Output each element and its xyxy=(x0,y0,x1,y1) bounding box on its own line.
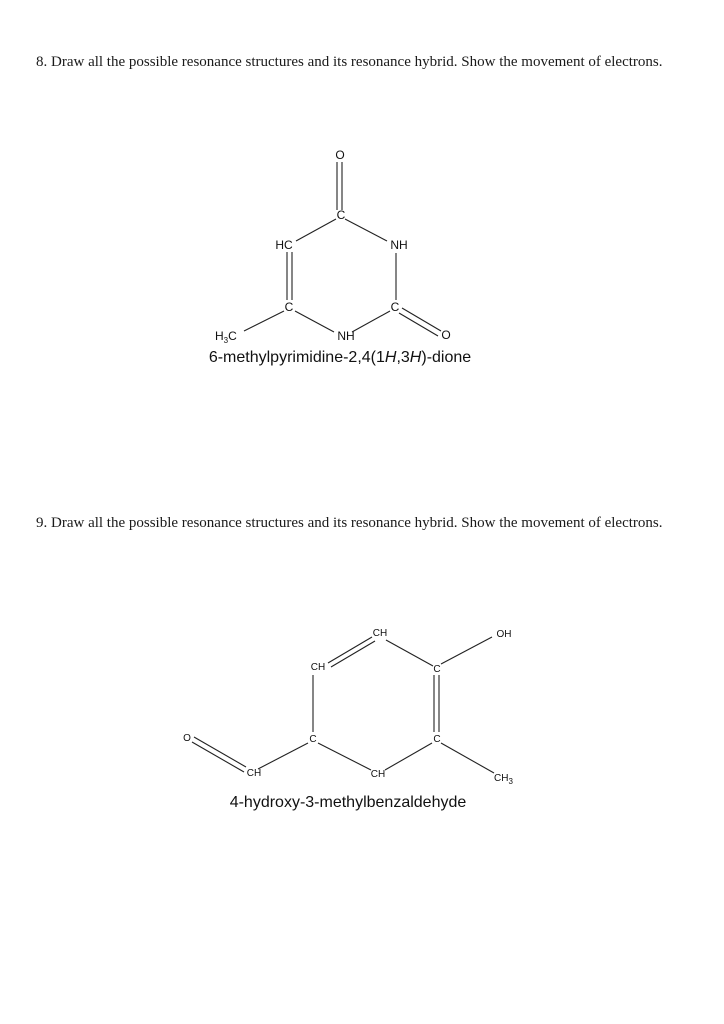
mol1-methyl-c: C xyxy=(228,329,237,343)
mol1-methyl-h: H xyxy=(215,329,224,343)
mol2-methyl-subscript: 3 xyxy=(508,777,513,786)
question-8-number: 8. xyxy=(36,54,48,70)
mol2-ch-top: CH xyxy=(372,628,388,639)
mol1-name-part-1: 6-methylpyrimidine-2,4(1 xyxy=(208,349,385,366)
molecule-1-bonds xyxy=(244,162,441,336)
question-9 xyxy=(36,513,676,534)
mol2-methyl xyxy=(494,773,513,786)
mol2-oh: OH xyxy=(496,629,512,640)
mol1-carbon-4: C xyxy=(336,208,346,222)
mol2-ch-left: CH xyxy=(310,662,326,673)
mol1-methyl-label xyxy=(215,329,237,345)
question-9-text: Draw all the possible resonance structures and its resonance hybrid. Show the movement of electrons. xyxy=(51,515,663,531)
molecule-1-name xyxy=(209,349,471,366)
question-8-text: Draw all the possible resonance structures and its resonance hybrid. Show the movement of electrons. xyxy=(51,54,663,70)
mol2-methyl-ch: CH xyxy=(494,773,509,784)
mol2-carbon-right-bottom: C xyxy=(433,734,441,745)
question-8 xyxy=(36,52,676,73)
mol1-name-part-2: ,3 xyxy=(396,349,410,366)
mol1-methyl-subscript: 3 xyxy=(223,336,229,345)
mol1-name-italic-h1: H xyxy=(384,349,397,366)
molecule-2-bonds xyxy=(192,637,494,773)
mol1-name-italic-h2: H xyxy=(409,349,422,366)
mol2-carbon-left: C xyxy=(309,734,317,745)
molecule-2-name: 4-hydroxy-3-methylbenzaldehyde xyxy=(229,794,467,811)
mol2-ch-aldehyde: CH xyxy=(246,768,262,779)
mol1-oxygen-right: O xyxy=(441,328,451,342)
mol1-carbon-2: C xyxy=(390,300,400,314)
mol1-nh-1: NH xyxy=(337,329,355,343)
mol1-hc-label: HC xyxy=(275,238,293,252)
mol1-name-part-3: )-dione xyxy=(421,349,472,366)
question-9-number: 9. xyxy=(36,515,48,531)
mol2-oxygen-aldehyde: O xyxy=(183,733,191,744)
mol1-oxygen-top: O xyxy=(335,148,345,162)
mol1-carbon-6: C xyxy=(284,300,294,314)
mol1-nh-3: NH xyxy=(390,238,408,252)
mol2-carbon-right-top: C xyxy=(433,664,441,675)
mol2-ch-bottom: CH xyxy=(370,769,386,780)
